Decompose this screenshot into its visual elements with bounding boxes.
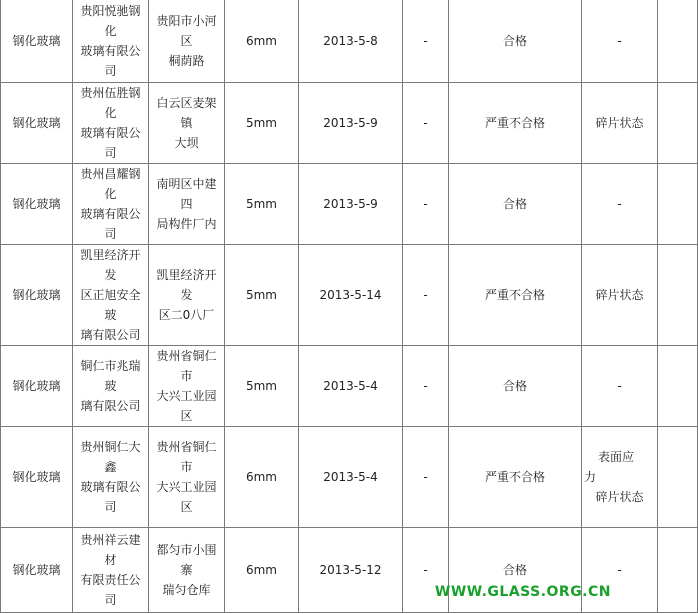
company-cell-line: 区正旭安全玻 bbox=[80, 288, 141, 322]
date-cell: 2013-5-14 bbox=[299, 245, 403, 346]
remark-cell-line: - bbox=[617, 563, 622, 577]
table-row bbox=[1, 427, 698, 528]
spec-cell: 5mm bbox=[225, 83, 299, 164]
remark-cell-line: 力 bbox=[584, 470, 597, 484]
dash-cell: - bbox=[403, 346, 449, 427]
spec-cell: 6mm bbox=[225, 528, 299, 613]
remark-cell-line: 碎片状态 bbox=[595, 288, 644, 302]
address-cell-line: 大兴工业园区 bbox=[156, 389, 217, 423]
spec-cell: 6mm bbox=[225, 0, 299, 83]
address-cell-line: 南明区中建四 bbox=[156, 177, 217, 211]
remark-cell bbox=[582, 427, 658, 528]
company-cell bbox=[73, 83, 149, 164]
address-cell bbox=[149, 528, 225, 613]
dash-cell: - bbox=[403, 0, 449, 83]
remark-cell-line: - bbox=[617, 34, 622, 48]
dash-cell: - bbox=[403, 528, 449, 613]
date-cell: 2013-5-4 bbox=[299, 346, 403, 427]
address-cell-line: 凯里经济开发 bbox=[156, 268, 217, 302]
dash-cell: - bbox=[403, 164, 449, 245]
remark-cell-line: 碎片状态 bbox=[595, 490, 644, 504]
result-cell: 合格 bbox=[449, 164, 582, 245]
table-row bbox=[1, 83, 698, 164]
address-cell-line: 瑞匀仓库 bbox=[162, 583, 211, 597]
remark-cell-line: - bbox=[617, 379, 622, 393]
company-cell-line: 贵州伍胜钢化 bbox=[80, 86, 141, 120]
table-row bbox=[1, 245, 698, 346]
table-row bbox=[1, 164, 698, 245]
address-cell-line: 贵州省铜仁市 bbox=[156, 349, 217, 383]
dash-cell: - bbox=[403, 427, 449, 528]
company-cell-line: 贵阳悦驰钢化 bbox=[80, 4, 141, 38]
address-cell-line: 局构件厂内 bbox=[156, 217, 217, 231]
product-cell: 钢化玻璃 bbox=[1, 528, 73, 613]
company-cell bbox=[73, 427, 149, 528]
address-cell-line: 贵州省铜仁市 bbox=[156, 440, 217, 474]
product-cell: 钢化玻璃 bbox=[1, 245, 73, 346]
company-cell bbox=[73, 245, 149, 346]
date-cell: 2013-5-4 bbox=[299, 427, 403, 528]
empty-cell bbox=[658, 83, 698, 164]
date-cell: 2013-5-9 bbox=[299, 83, 403, 164]
company-cell bbox=[73, 528, 149, 613]
remark-cell bbox=[582, 164, 658, 245]
remark-cell bbox=[582, 245, 658, 346]
address-cell bbox=[149, 346, 225, 427]
address-cell-line: 白云区麦架镇 bbox=[156, 96, 217, 130]
company-cell-line: 玻璃有限公司 bbox=[80, 44, 141, 78]
dash-cell: - bbox=[403, 245, 449, 346]
date-cell: 2013-5-8 bbox=[299, 0, 403, 83]
result-cell: 合格 bbox=[449, 346, 582, 427]
address-cell bbox=[149, 245, 225, 346]
company-cell-line: 玻璃有限公司 bbox=[80, 480, 141, 514]
address-cell bbox=[149, 164, 225, 245]
company-cell-line: 玻璃有限公司 bbox=[80, 126, 141, 160]
empty-cell bbox=[658, 245, 698, 346]
result-cell: 严重不合格 bbox=[449, 427, 582, 528]
site-watermark: WWW.GLASS.ORG.CN bbox=[434, 584, 611, 600]
address-cell-line: 桐荫路 bbox=[168, 54, 205, 68]
remark-cell bbox=[582, 83, 658, 164]
company-cell-line: 玻璃有限公司 bbox=[80, 207, 141, 241]
product-cell: 钢化玻璃 bbox=[1, 427, 73, 528]
remark-cell-line: 表面应 bbox=[598, 450, 635, 464]
company-cell-line: 铜仁市兆瑞玻 bbox=[80, 359, 141, 393]
product-cell: 钢化玻璃 bbox=[1, 83, 73, 164]
address-cell-line: 区二0八厂 bbox=[158, 308, 215, 322]
company-cell bbox=[73, 0, 149, 83]
remark-cell bbox=[582, 346, 658, 427]
address-cell-line: 大兴工业园区 bbox=[156, 480, 217, 514]
address-cell-line: 都匀市小围寨 bbox=[156, 543, 217, 577]
empty-cell bbox=[658, 528, 698, 613]
spec-cell: 5mm bbox=[225, 245, 299, 346]
remark-cell-line: - bbox=[617, 197, 622, 211]
result-cell: 严重不合格 bbox=[449, 245, 582, 346]
company-cell bbox=[73, 346, 149, 427]
address-cell bbox=[149, 427, 225, 528]
result-cell: 合格 bbox=[449, 0, 582, 83]
date-cell: 2013-5-12 bbox=[299, 528, 403, 613]
empty-cell bbox=[658, 0, 698, 83]
spec-cell: 6mm bbox=[225, 427, 299, 528]
table-row bbox=[1, 346, 698, 427]
date-cell: 2013-5-9 bbox=[299, 164, 403, 245]
empty-cell bbox=[658, 346, 698, 427]
product-cell: 钢化玻璃 bbox=[1, 346, 73, 427]
table-row bbox=[1, 0, 698, 83]
empty-cell bbox=[658, 164, 698, 245]
company-cell-line: 凯里经济开发 bbox=[80, 248, 141, 282]
company-cell-line: 有限责任公司 bbox=[80, 573, 141, 607]
result-cell: 严重不合格 bbox=[449, 83, 582, 164]
company-cell-line: 贵州昌耀钢化 bbox=[80, 167, 141, 201]
spec-cell: 5mm bbox=[225, 164, 299, 245]
company-cell-line: 璃有限公司 bbox=[80, 399, 141, 413]
company-cell-line: 璃有限公司 bbox=[80, 328, 141, 342]
address-cell-line: 大坝 bbox=[174, 136, 199, 150]
remark-cell bbox=[582, 0, 658, 83]
company-cell-line: 贵州祥云建材 bbox=[80, 533, 141, 567]
product-cell: 钢化玻璃 bbox=[1, 0, 73, 83]
remark-cell-line: 碎片状态 bbox=[595, 116, 644, 130]
dash-cell: - bbox=[403, 83, 449, 164]
company-cell bbox=[73, 164, 149, 245]
address-cell bbox=[149, 83, 225, 164]
product-cell: 钢化玻璃 bbox=[1, 164, 73, 245]
company-cell-line: 贵州铜仁大鑫 bbox=[80, 440, 141, 474]
spec-cell: 5mm bbox=[225, 346, 299, 427]
address-cell-line: 贵阳市小河区 bbox=[156, 14, 217, 48]
empty-cell bbox=[658, 427, 698, 528]
address-cell bbox=[149, 0, 225, 83]
result-cell: 合格 bbox=[449, 528, 582, 613]
